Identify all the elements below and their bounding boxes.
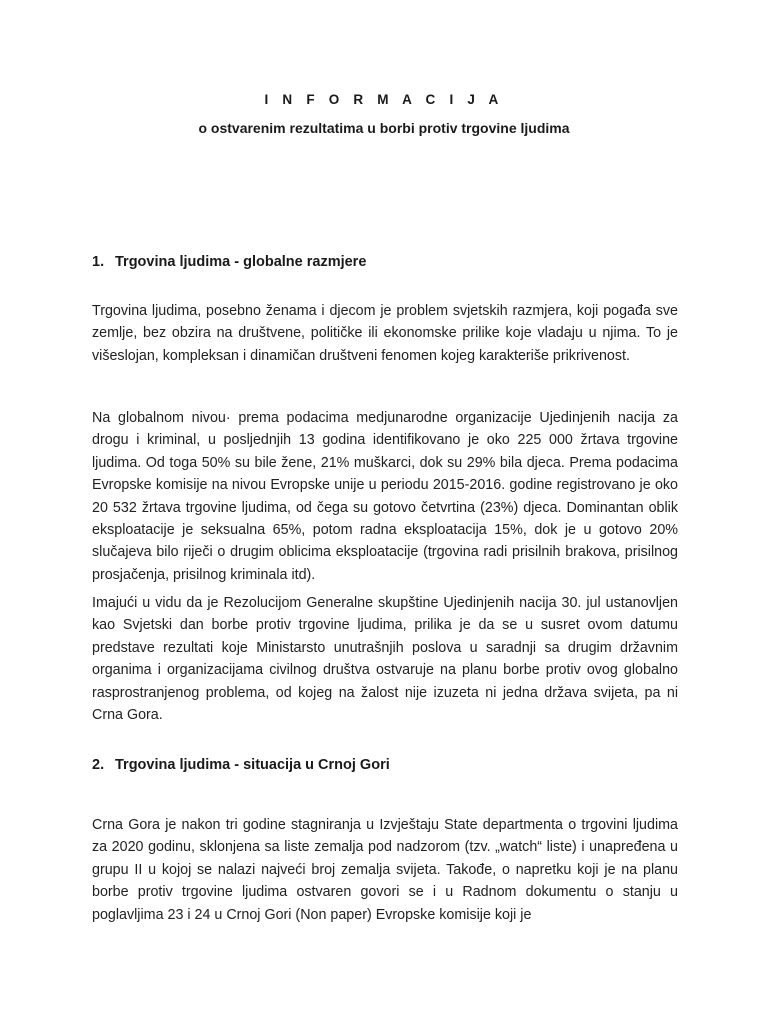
- section-number: 1.: [92, 254, 105, 270]
- section-title: Trgovina ljudima - situacija u Crnoj Gori: [115, 757, 390, 773]
- paragraph: Imajući u vidu da je Rezolucijom Generalne skupštine Ujedinjenih nacija 30. jul ustanovljen kao Svjetski dan borbe protiv trgovine ljudima, prilika je da se u susret ovom datumu predstave rezultati koje Ministarsto unutrašnjih poslova u saradnji sa drugim državnim organima i organizacijama civilnog društva ostvaruje na planu borbe protiv ovog globalno rasprostranjenog problema, od kojeg na žalost nije izuzeta ni jedna država svijeta, pa ni Crna Gora.: [92, 595, 678, 724]
- section-heading: [92, 254, 366, 270]
- paragraph: Crna Gora je nakon tri godine stagniranja u Izvještaju State departmenta o trgovini ljudima za 2020 godinu, sklonjena sa liste zemalja pod nadzorom (tzv. „watch“ liste) i unapređena u grupu II u kojoj se nalazi najveći broj zemalja svijeta. Takođe, o napretku koji je na planu borbe protiv trgovine ljudima ostvaren govori se i u Radnom dokumentu o stanju u poglavljima 23 i 24 u Crnoj Gori (Non paper) Evropske komisije koji je: [92, 817, 678, 923]
- document-title: I N F O R M A C I J A: [264, 92, 504, 107]
- section-heading: [92, 757, 390, 773]
- paragraph: Na globalnom nivou· prema podacima medjunarodne organizacije Ujedinjenih nacija za drogu i kriminal, u posljednjih 13 godina identifikovano je oko 225 000 žrtava trgovine ljudima. Od toga 50% su bile žene, 21% muškarci, dok su 29% bila djeca. Prema podacima Evropske komisije na nivou Evropske unije u periodu 2015-2016. godine registrovano je oko 20 532 žrtava trgovine ljudima, od čega su gotovo četvrtina (23%) djeca. Dominantan oblik eksploatacije je seksualna 65%, potom radna eksploatacija 15%, dok je u gotovo 20% slučajeva bilo riječi o drugim oblicima eksploatacije (trgovina radi prisilnih brakova, prisilnog prosjačenja, prisilnog kriminala itd).: [92, 410, 678, 583]
- paragraph: Trgovina ljudima, posebno ženama i djecom je problem svjetskih razmjera, koji pogađa sve zemlje, bez obzira na društvene, političke ili ekonomske prilike koje vladaju u njima. To je višeslojan, kompleksan i dinamičan društveni fenomen kojeg karakteriše prikrivenost.: [92, 303, 678, 364]
- section-number: 2.: [92, 757, 105, 773]
- document-subtitle: o ostvarenim rezultatima u borbi protiv trgovine ljudima: [198, 120, 570, 136]
- section-title: Trgovina ljudima - globalne razmjere: [115, 254, 367, 270]
